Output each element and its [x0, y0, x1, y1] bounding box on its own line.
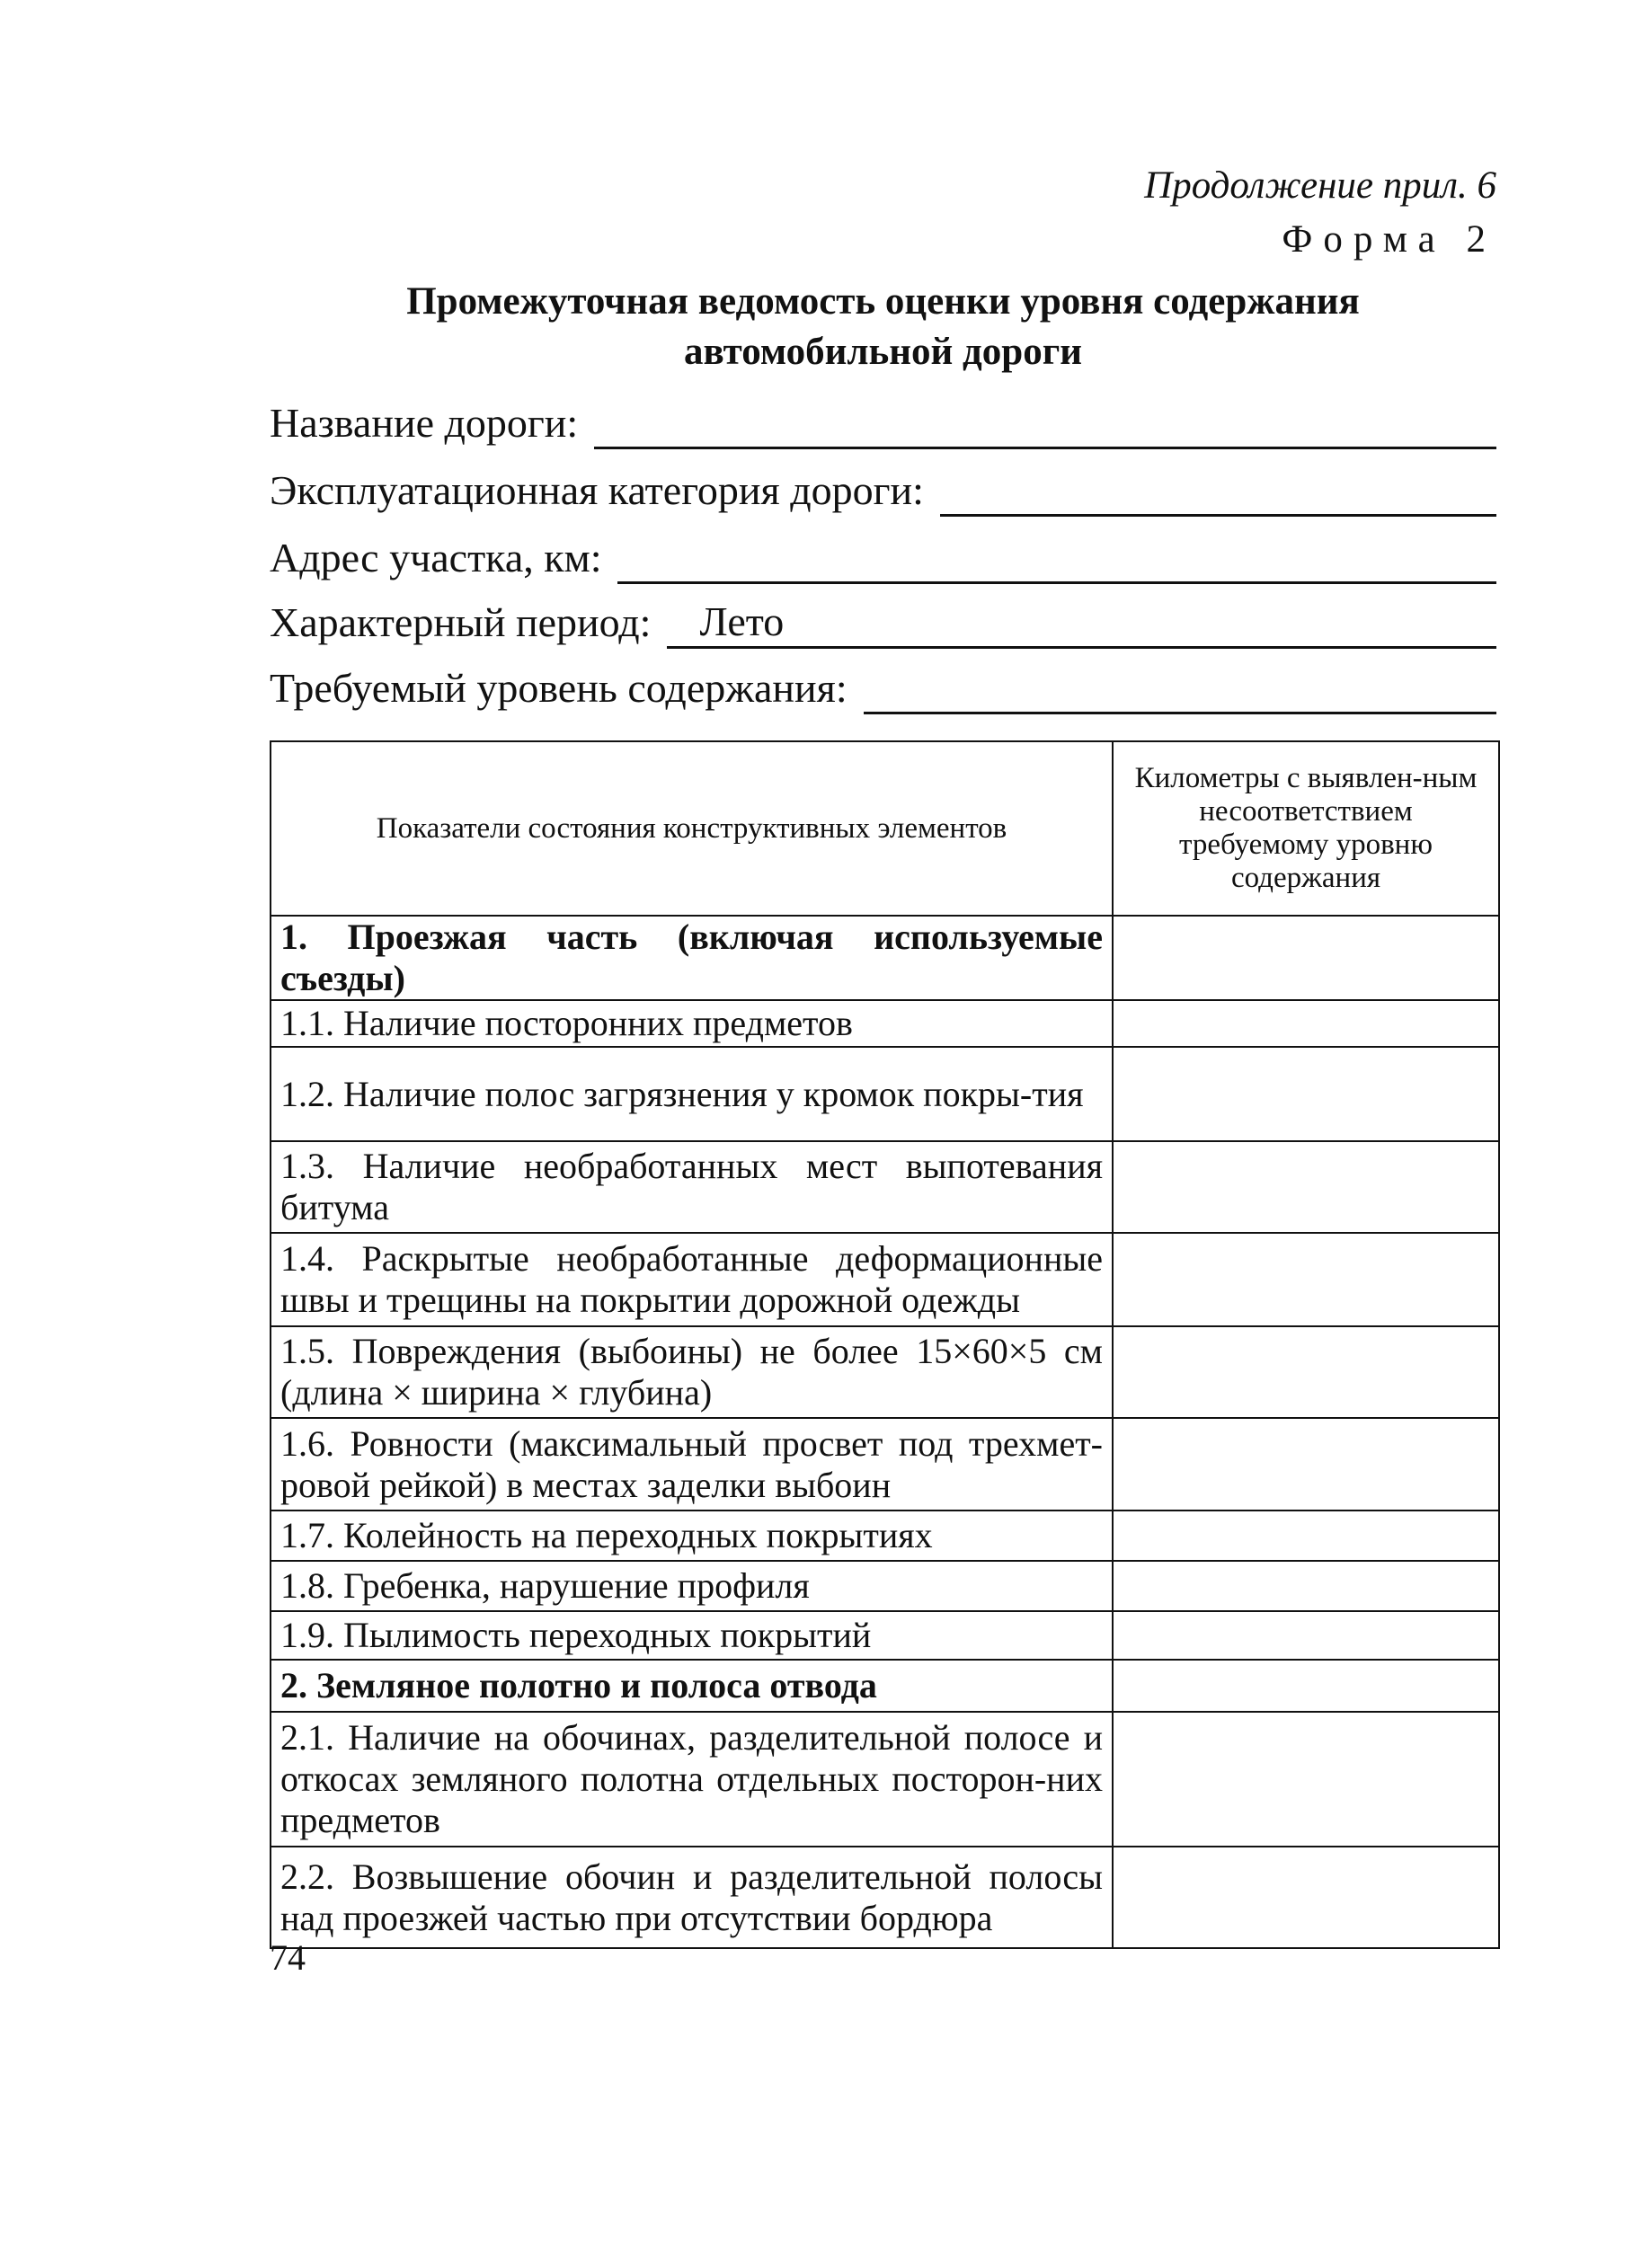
table-row	[271, 1047, 1499, 1141]
table-row-label: 2.1. Наличие на обочинах, разделительной полосе и откосах земляного полотна отдельных посторон-них предметов	[271, 1712, 1113, 1847]
table-row-label: 1.6. Ровности (максимальный просвет под трехмет-ровой рейкой) в местах заделки выбоин	[271, 1418, 1113, 1511]
table-row-value[interactable]	[1113, 1847, 1499, 1948]
column-header-indicators: Показатели состояния конструктивных элементов	[271, 741, 1113, 916]
field-road-name-label: Название дороги:	[270, 400, 579, 446]
table-row	[271, 1511, 1499, 1561]
table-row-value[interactable]	[1113, 1141, 1499, 1233]
field-road-name-line[interactable]	[594, 394, 1496, 449]
table-row-value[interactable]	[1113, 1418, 1499, 1511]
document-title-line-1: Промежуточная ведомость оценки уровня содержания	[406, 280, 1360, 323]
table-row-label: 1.3. Наличие необработанных мест выпотевания битума	[271, 1141, 1113, 1233]
field-road-category-label: Эксплуатационная категория дороги:	[270, 467, 924, 513]
appendix-continuation-label: Продолжение прил. 6	[1144, 164, 1496, 207]
table-row	[271, 1712, 1499, 1847]
table-row-value[interactable]	[1113, 1660, 1499, 1712]
column-header-kilometers: Километры с выявлен-ным несоответствием требуемому уровню содержания	[1113, 741, 1499, 916]
table-row	[271, 1418, 1499, 1511]
document-title	[270, 277, 1496, 377]
field-section-address	[270, 530, 1496, 584]
form-number-label: Форма 2	[1282, 218, 1496, 261]
field-period-label: Характерный период:	[270, 599, 652, 645]
table-row-value[interactable]	[1113, 1047, 1499, 1141]
table-row-label: 2. Земляное полотно и полоса отвода	[271, 1660, 1113, 1712]
table-header-row	[271, 741, 1499, 916]
table-row-label: 1.4. Раскрытые необработанные деформационные швы и трещины на покрытии дорожной одежды	[271, 1233, 1113, 1326]
table-row	[271, 1847, 1499, 1948]
table-row-value[interactable]	[1113, 1511, 1499, 1561]
field-period-value: Лето	[699, 598, 785, 644]
field-road-category	[270, 463, 1496, 517]
table-row-label: 1.2. Наличие полос загрязнения у кромок покры-тия	[271, 1047, 1113, 1141]
table-row-value[interactable]	[1113, 916, 1499, 1000]
table-row	[271, 1660, 1499, 1712]
table-row-label: 1. Проезжая часть (включая используемые съезды)	[271, 916, 1113, 1000]
table-row-value[interactable]	[1113, 1233, 1499, 1326]
table-row-label: 1.1. Наличие посторонних предметов	[271, 1000, 1113, 1047]
table-row-value[interactable]	[1113, 1326, 1499, 1418]
table-row-value[interactable]	[1113, 1611, 1499, 1660]
field-required-level-label: Требуемый уровень содержания:	[270, 665, 848, 711]
field-road-name	[270, 395, 1496, 449]
table-row	[271, 1000, 1499, 1047]
page-number: 74	[270, 1937, 306, 1978]
field-section-address-line[interactable]	[617, 529, 1496, 584]
table-row	[271, 1561, 1499, 1611]
document-title-line-2: автомобильной дороги	[683, 331, 1083, 373]
table-row-label: 1.5. Повреждения (выбоины) не более 15×60×5 см (длина × ширина × глубина)	[271, 1326, 1113, 1418]
assessment-table	[270, 740, 1500, 1949]
field-road-category-line[interactable]	[940, 462, 1496, 517]
table-row	[271, 1611, 1499, 1660]
table-row-label: 1.9. Пылимость переходных покрытий	[271, 1611, 1113, 1660]
table-row-label: 2.2. Возвышение обочин и разделительной полосы над проезжей частью при отсутствии бордюра	[271, 1847, 1113, 1948]
table-row	[271, 916, 1499, 1000]
field-period	[270, 595, 1496, 649]
table-row	[271, 1233, 1499, 1326]
table-row	[271, 1326, 1499, 1418]
field-required-level	[270, 660, 1496, 714]
table-row-label: 1.8. Гребенка, нарушение профиля	[271, 1561, 1113, 1611]
field-section-address-label: Адрес участка, км:	[270, 535, 602, 580]
table-row	[271, 1141, 1499, 1233]
table-row-value[interactable]	[1113, 1561, 1499, 1611]
table-row-value[interactable]	[1113, 1712, 1499, 1847]
table-row-value[interactable]	[1113, 1000, 1499, 1047]
table-row-label: 1.7. Колейность на переходных покрытиях	[271, 1511, 1113, 1561]
field-required-level-line[interactable]	[864, 660, 1496, 714]
field-period-line[interactable]	[667, 594, 1496, 649]
